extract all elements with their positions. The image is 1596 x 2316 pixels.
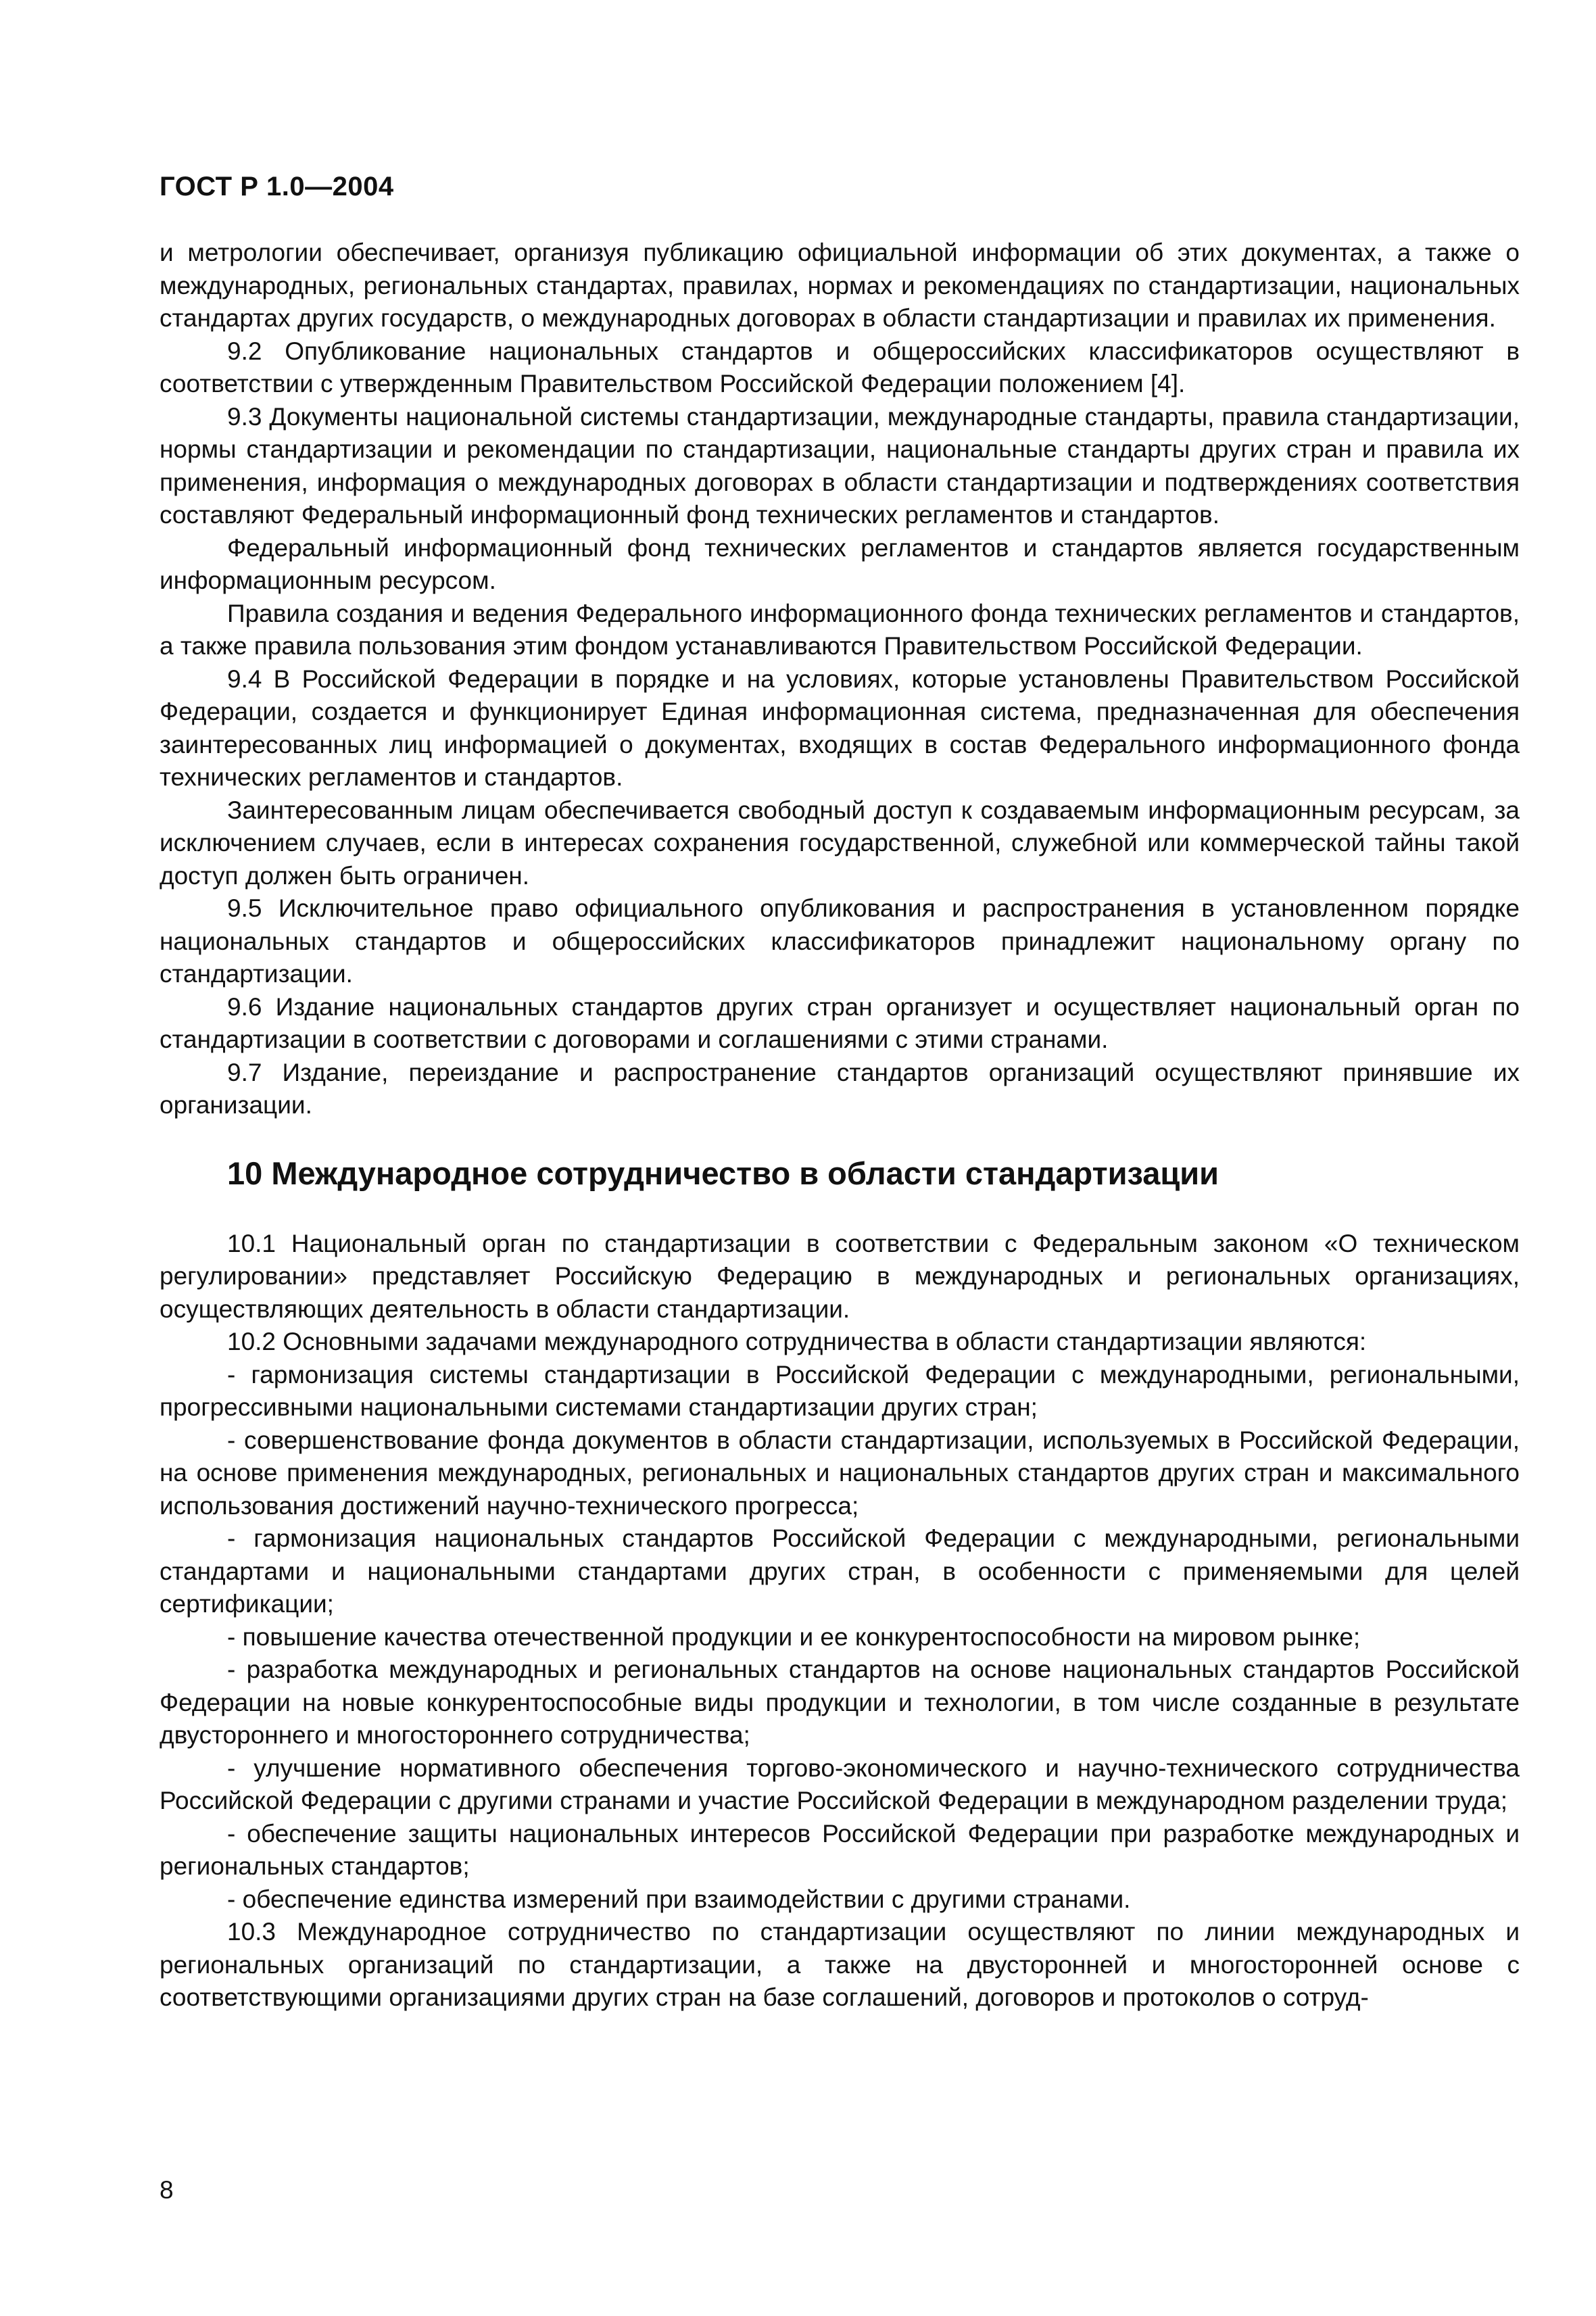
list-item: - разработка международных и региональных стандартов на основе национальных стандартов Российской Федерации на новые конкурентоспособные виды продукции и технологии, в том числе созданные в результате двустороннего и многостороннего сотрудничества;	[160, 1656, 1520, 1749]
document-body	[160, 237, 1520, 2015]
paragraph-9-7: 9.7 Издание, переиздание и распространение стандартов организаций осуществляют принявшие их организации.	[160, 1058, 1520, 1119]
document-code-header: ГОСТ Р 1.0—2004	[160, 172, 394, 201]
paragraph-9-4: 9.4 В Российской Федерации в порядке и на условиях, которые установлены Правительством Российской Федерации, создается и функционирует Единая информационная система, предназначенная для обеспечения заинтересованных лиц информацией о документах, входящих в состав Федерального информационного фонда технических регламентов и стандартов.	[160, 665, 1520, 791]
list-item: - обеспечение единства измерений при взаимодействии с другими странами.	[227, 1885, 1131, 1913]
paragraph-fund-rules: Правила создания и ведения Федерального информационного фонда технических регламентов и стандартов, а также правила пользования этим фондом устанавливаются Правительством Российской Федерации.	[160, 599, 1520, 660]
paragraph-fund-status: Федеральный информационный фонд технических регламентов и стандартов является государственным информационным ресурсом.	[160, 533, 1520, 594]
paragraph-9-6: 9.6 Издание национальных стандартов других стран организует и осуществляет национальный орган по стандартизации в соответствии с договорами и соглашениями с этими странами.	[160, 992, 1520, 1053]
page-number: 8	[160, 2176, 174, 2204]
document-page	[160, 0, 1520, 2316]
list-item: - гармонизация национальных стандартов Российской Федерации с международными, региональными стандартами и национальными стандартами других стран, в особенности с применяемыми для целей сертификации;	[160, 1524, 1520, 1618]
paragraph-9-5: 9.5 Исключительное право официального опубликования и распространения в установленном порядке национальных стандартов и общероссийских классификаторов принадлежит национальному органу по стандартизации.	[160, 894, 1520, 988]
paragraph-10-2: 10.2 Основными задачами международного сотрудничества в области стандартизации являются:	[227, 1328, 1367, 1355]
list-item: - улучшение нормативного обеспечения торгово-экономического и научно-технического сотрудничества Российской Федерации с другими странами и участие Российской Федерации в международном разделении труда;	[160, 1754, 1520, 1814]
paragraph-free-access: Заинтересованным лицам обеспечивается свободный доступ к создаваемым информационным ресурсам, за исключением случаев, если в интересах сохранения государственной, служебной или коммерческой тайны такой доступ должен быть ограничен.	[160, 796, 1520, 890]
paragraph-continuation: и метрологии обеспечивает, организуя публикацию официальной информации об этих документах, а также о международных, региональных стандартах, правилах, нормах и рекомендациях по стандартизации, национальных стандартах других государств, о международных договорах в области стандартизации и правилах их применения.	[160, 239, 1520, 332]
list-item: - совершенствование фонда документов в области стандартизации, используемых в Российской Федерации, на основе применения международных, региональных и национальных стандартов других стран и максимального использования достижений научно-технического прогресса;	[160, 1426, 1520, 1520]
list-item: - повышение качества отечественной продукции и ее конкурентоспособности на мировом рынке;	[227, 1622, 1361, 1651]
paragraph-10-3: 10.3 Международное сотрудничество по стандартизации осуществляют по линии международных и региональных организаций по стандартизации, а также на двусторонней и многосторонней основе с соответствующими организациями других стран на базе соглашений, договоров и протоколов о сотруд-	[160, 1918, 1520, 2011]
section-heading-10: 10 Международное сотрудничество в области стандартизации	[227, 1155, 1219, 1191]
paragraph-9-2: 9.2 Опубликование национальных стандартов и общероссийских классификаторов осуществляют в соответствии с утвержденным Правительством Российской Федерации положением [4].	[160, 337, 1520, 397]
list-item: - гармонизация системы стандартизации в Российской Федерации с международными, региональными, прогрессивными национальными системами стандартизации других стран;	[160, 1360, 1520, 1421]
list-item: - обеспечение защиты национальных интересов Российской Федерации при разработке международных и региональных стандартов;	[160, 1819, 1520, 1880]
paragraph-9-3: 9.3 Документы национальной системы стандартизации, международные стандарты, правила стандартизации, нормы стандартизации и рекомендации по стандартизации, национальные стандарты других стран и правила их применения, информация о международных договорах в области стандартизации и подтверждениях соответствия составляют Федеральный информационный фонд технических регламентов и стандартов.	[160, 402, 1520, 529]
paragraph-10-1: 10.1 Национальный орган по стандартизации в соответствии с Федеральным законом «О техническом регулировании» представляет Российскую Федерацию в международных и региональных организациях, осуществляющих деятельность в области стандартизации.	[160, 1229, 1520, 1323]
